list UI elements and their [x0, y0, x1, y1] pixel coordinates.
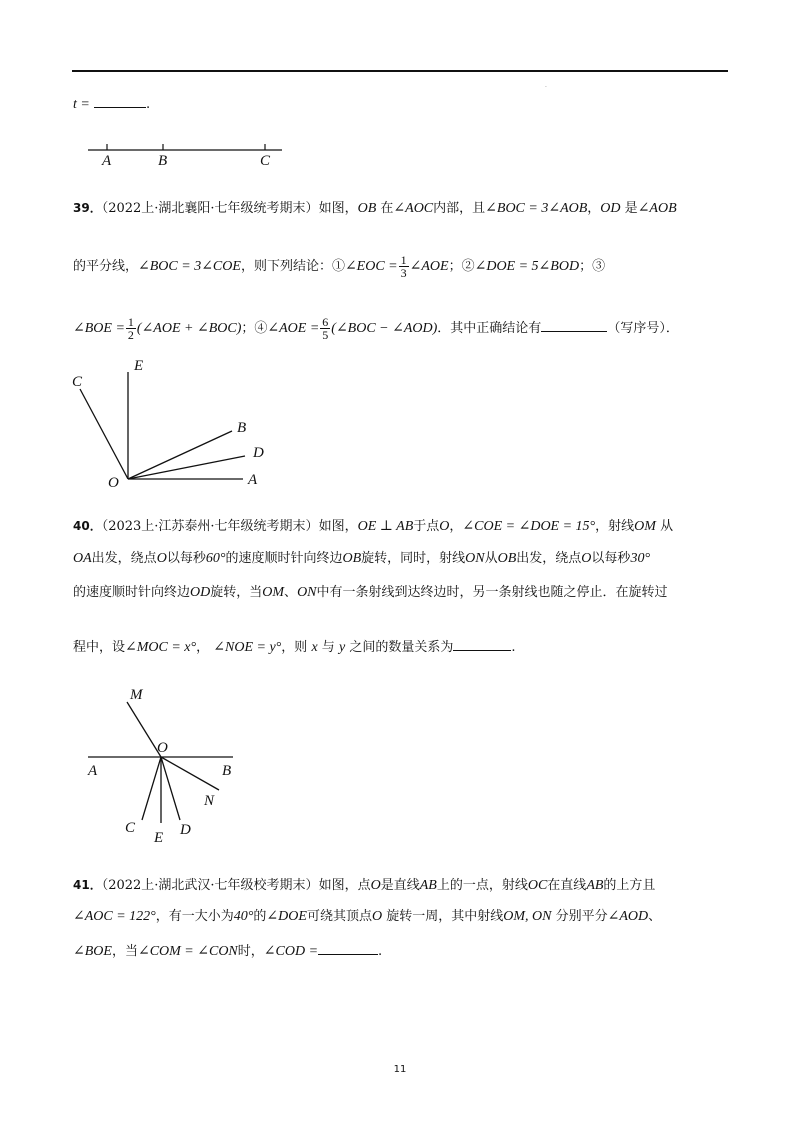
header-dot: · — [545, 84, 547, 91]
fig40-label-a: A — [88, 763, 98, 779]
label-a: A — [102, 153, 112, 169]
q40-line-2: OA出发，绕点O以每秒60°的速度顺时针向终边OB旋转，同时，射线ON从OB出发，绕点O以每秒30° — [73, 551, 651, 566]
q41-line-3: ∠BOE，当∠COM = ∠CON时，∠COD = . — [73, 940, 382, 962]
ray-ob — [128, 431, 232, 479]
fig39-label-d: D — [253, 445, 264, 461]
fig40-label-d: D — [180, 822, 191, 838]
fig39-label-b: B — [237, 420, 247, 436]
fig40-label-n: N — [204, 793, 215, 809]
label-b: B — [158, 153, 168, 169]
fig39-label-o: O — [108, 475, 119, 491]
ray-od — [128, 456, 245, 479]
fig40-label-b: B — [222, 763, 232, 779]
q39-line-1: 39．（2022上·湖北襄阳·七年级统考期末）如图，OB 在∠AOC内部，且∠BOC = 3∠AOB，OD 是∠AOB — [73, 201, 677, 216]
fig38-number-line — [88, 144, 282, 150]
page-number: 11 — [393, 1064, 407, 1075]
q39-line-2: 的平分线，∠BOC = 3∠COE，则下列结论：①∠EOC = $\frac{1}{3}$ ∠AOE；②∠DOE = 5∠BOD；③ — [73, 253, 606, 280]
fig40-label-e: E — [154, 830, 164, 846]
q39-line-3: ∠BOE = $\frac{1}{2}$ (∠AOE + ∠BOC)；④∠AOE = $\frac{6}{5}$ (∠BOC − ∠AOD)．其中正确结论有 （写序号）． — [73, 315, 679, 342]
label-c: C — [260, 153, 271, 169]
q41-line-2: ∠AOC = 122°，有一大小为40°的∠DOE可绕其顶点O 旋转一周，其中射线OM, ON 分别平分∠AOD、 — [73, 909, 662, 924]
fig40-label-c: C — [125, 820, 136, 836]
fig39-label-a: A — [248, 472, 258, 488]
t-answer-line: t = . — [73, 93, 150, 115]
fig39-angle-diagram — [80, 372, 245, 479]
fig40-label-o: O — [157, 740, 168, 756]
ray-om — [127, 702, 161, 757]
fig39-label-e: E — [134, 358, 144, 374]
q40-line-3: 的速度顺时针向终边OD旋转，当OM、ON中有一条射线到达终边时，另一条射线也随之停止．在旋转过 — [73, 585, 668, 600]
q40-line-4: 程中，设∠MOC = x°， ∠NOE = y°，则 x 与 y 之间的数量关系为 . — [73, 636, 515, 658]
q40-line-1: 40．（2023上·江苏泰州·七年级统考期末）如图，OE ⊥ AB于点O，∠COE = ∠DOE = 15°，射线OM 从 — [73, 519, 674, 534]
fig39-label-c: C — [72, 374, 83, 390]
ray-oc — [80, 389, 128, 479]
ray-oc — [142, 757, 161, 820]
fig40-label-m: M — [130, 687, 143, 703]
q41-line-1: 41．（2022上·湖北武汉·七年级校考期末）如图，点O是直线AB上的一点，射线OC在直线AB的上方且 — [73, 878, 656, 893]
